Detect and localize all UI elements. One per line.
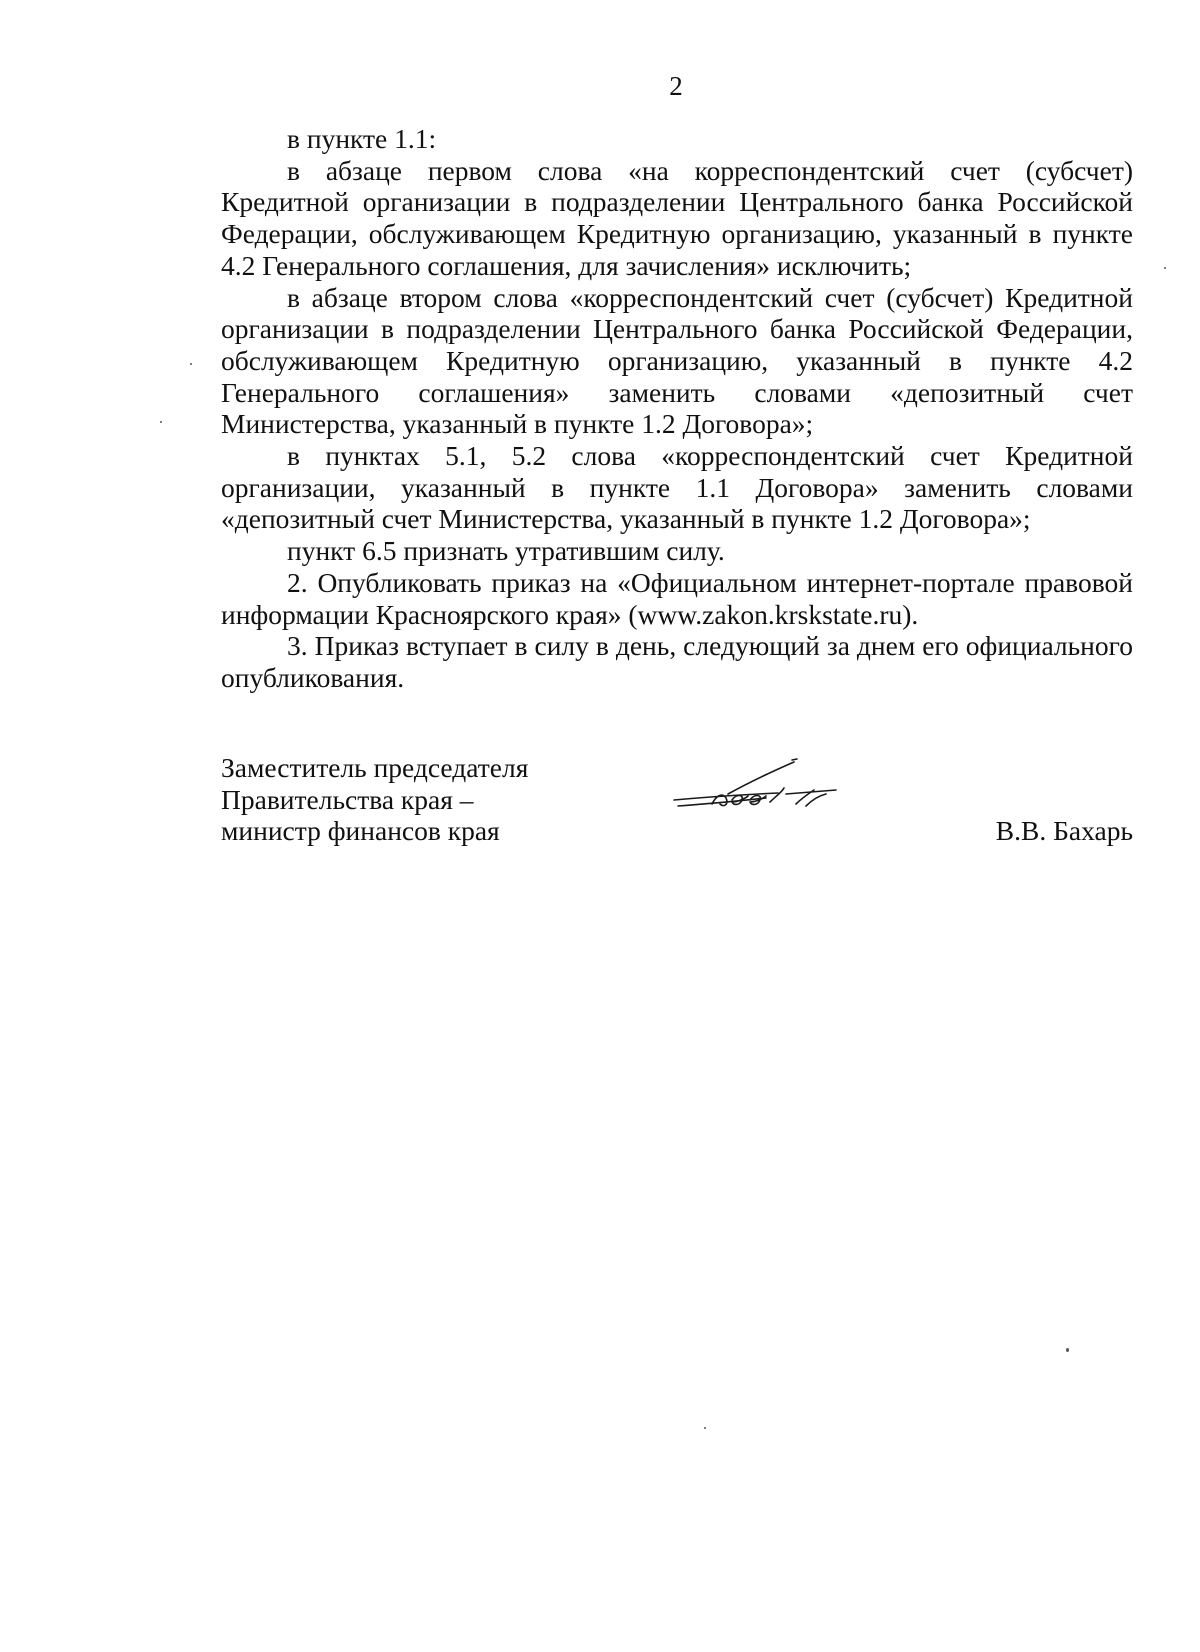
signer-position-line-1: Заместитель председателя — [221, 752, 529, 783]
scan-speck — [190, 363, 192, 365]
document-body — [221, 123, 1133, 694]
paragraph-item-3-effective: 3. Приказ вступает в силу в день, следующий за днем его официального опубликования. — [221, 630, 1133, 693]
paragraph-point-6-5: пункт 6.5 признать утратившим силу. — [287, 535, 725, 567]
scan-speck — [1066, 1348, 1069, 1352]
paragraph-second-abzac: в абзаце втором слова «корреспондентский счет (субсчет) Кредитной организации в подразделении Центрального банка Российской Федерации, обслуживающем Кредитную организацию, указанный в пункте 4.2 Генерального соглашения» заменить словами «депозитный счет Министерства, указанный в пункте 1.2 Договора»; — [221, 281, 1133, 440]
scan-speck — [1164, 267, 1166, 269]
signature-block — [221, 752, 1133, 862]
paragraph-first-abzac: в абзаце первом слова «на корреспондентский счет (субсчет) Кредитной организации в подразделении Центрального банка Российской Федерации, обслуживающем Кредитную организацию, указанный в пункте 4.2 Генерального соглашения, для зачисления» исключить; — [221, 154, 1133, 281]
scan-speck — [704, 1427, 706, 1429]
handwritten-signature — [666, 754, 841, 824]
signer-position-line-2: Правительства края – — [221, 783, 474, 815]
page-number: 2 — [669, 71, 683, 101]
scan-speck — [160, 421, 162, 423]
paragraph-points-5-1-5-2: в пунктах 5.1, 5.2 слова «корреспондентский счет Кредитной организации, указанный в пункте 1.1 Договора» заменить словами «депозитный счет Министерства, указанный в пункте 1.2 Договора»; — [221, 440, 1133, 535]
signer-position-line-3: министр финансов края — [221, 815, 500, 847]
signer-name: В.В. Бахарь — [995, 815, 1133, 846]
paragraph-item-2-publish: 2. Опубликовать приказ на «Официальном интернет-портале правовой информации Красноярского края» (www.zakon.krskstate.ru). — [221, 566, 1133, 630]
paragraph-point-1-1-intro: в пункте 1.1: — [287, 123, 437, 154]
